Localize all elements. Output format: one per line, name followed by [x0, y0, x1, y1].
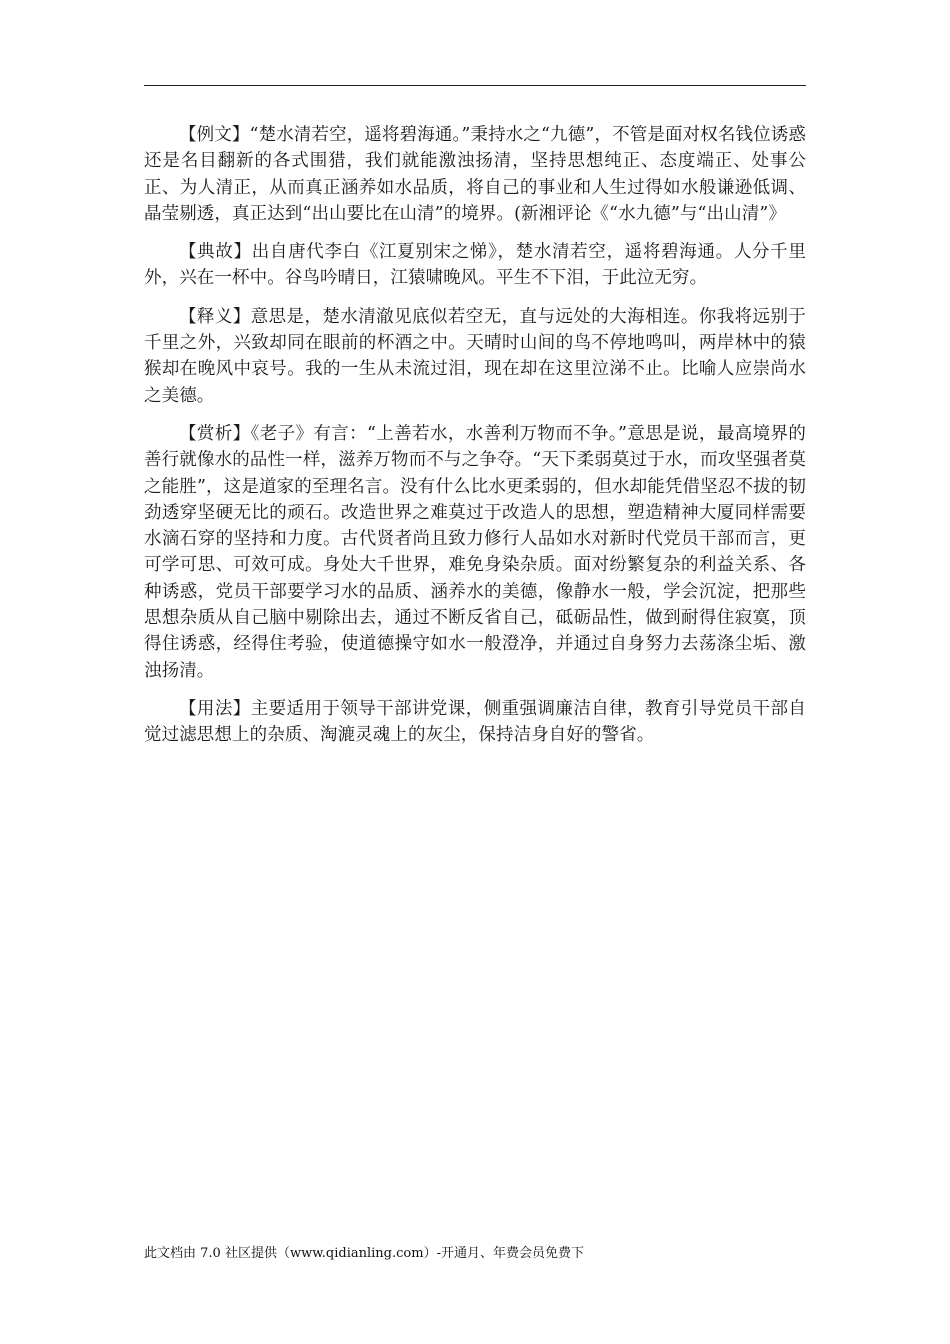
paragraph-usage [144, 696, 806, 749]
paragraph-meaning [144, 304, 806, 409]
page-footer: 此文档由 7.0 社区提供（www.qidianling.com）-开通月、年费会员免费下 [144, 1246, 584, 1261]
paragraph-label: 【赏析】 [179, 423, 251, 444]
paragraph-text: 出自唐代李白《江夏别宋之悌》，楚水清若空，遥将碧海通。人分千里外，兴在一杯中。谷鸟吟晴日，江猿啸晚风。平生不下泪，于此泣无穷。 [144, 242, 806, 289]
paragraph-text: “楚水清若空，遥将碧海通。”秉持水之“九德”，不管是面对权名钱位诱惑还是名目翻新的各式围猎，我们就能激浊扬清，坚持思想纯正、态度端正、处事公正、为人清正，从而真正涵养如水品质，将自己的事业和人生过得如水般谦逊低调、晶莹剔透，真正达到“出山要比在山清”的境界。(新湘评论《“水九德”与“出山清”》 [144, 125, 806, 224]
paragraph-text: 《老子》有言：“上善若水，水善利万物而不争。”意思是说，最高境界的善行就像水的品性一样，滋养万物而不与之争夺。“天下柔弱莫过于水，而攻坚强者莫之能胜”，这是道家的至理名言。没有什么比水更柔弱的，但水却能凭借坚忍不拔的韧劲透穿坚硬无比的顽石。改造世界之难莫过于改造人的思想，塑造精神大厦同样需要水滴石穿的坚持和力度。古代贤者尚且致力修行人品如水对新时代党员干部而言，更可学可思、可效可成。身处大千世界，难免身染杂质。面对纷繁复杂的利益关系、各种诱惑，党员干部要学习水的品质、涵养水的美德，像静水一般，学会沉淀，把那些思想杂质从自己脑中剔除出去，通过不断反省自己，砥砺品性，做到耐得住寂寞，顶得住诱惑，经得住考验，使道德操守如水一般澄净，并通过自身努力去荡涤尘垢、激浊扬清。 [144, 423, 806, 681]
paragraph-label: 【例文】 [179, 125, 250, 145]
paragraph-text: 主要适用于领导干部讲党课，侧重强调廉洁自律，教育引导党员干部自觉过滤思想上的杂质、淘漉灵魂上的灰尘，保持洁身自好的警省。 [144, 698, 806, 746]
paragraph-label: 【用法】 [179, 698, 251, 719]
paragraph-allusion [144, 239, 806, 292]
paragraph-text: 意思是，楚水清澈见底似若空无，直与远处的大海相连。你我将远别于千里之外，兴致却同在眼前的杯酒之中。天晴时山间的鸟不停地鸣叫，两岸林中的猿猴却在晚风中哀号。我的一生从未流过泪，现在却在这里泣涕不止。比喻人应崇尚水之美德。 [144, 306, 806, 406]
document-body [144, 122, 806, 761]
paragraph-example [144, 122, 806, 227]
header-rule [144, 85, 806, 86]
paragraph-appreciation [144, 421, 806, 684]
paragraph-label: 【典故】 [179, 242, 252, 263]
paragraph-label: 【释义】 [179, 306, 251, 327]
